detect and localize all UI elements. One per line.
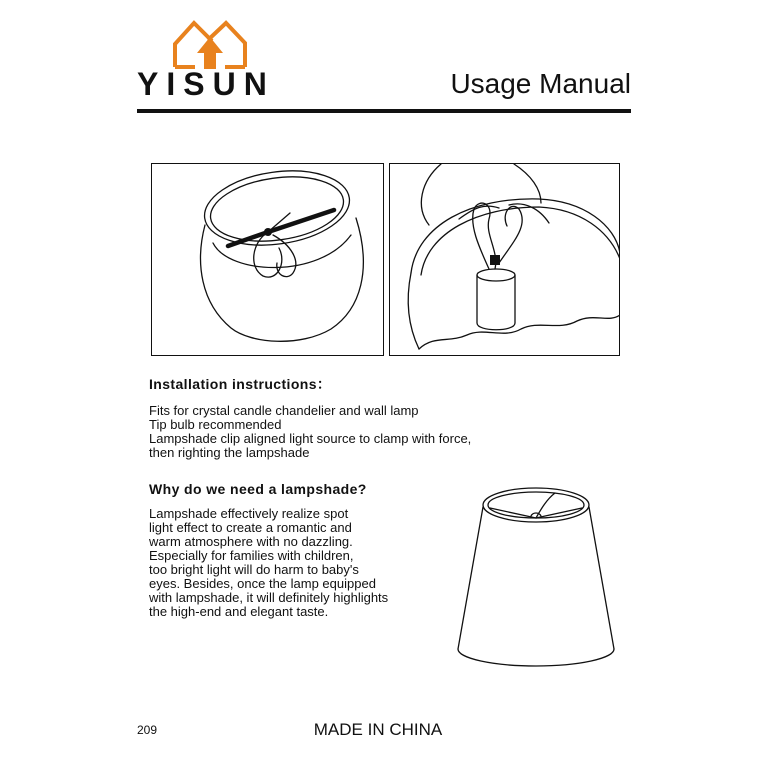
header-divider (137, 109, 631, 113)
page-title: Usage Manual (450, 68, 631, 99)
page-number: 209 (137, 723, 158, 737)
shade-right-side (589, 507, 614, 649)
installation-line: Tip bulb recommended (149, 417, 282, 432)
why-heading: Why do we need a lampshade? (149, 481, 367, 497)
why-line: warm atmosphere with no dazzling. (149, 534, 353, 549)
why-line: with lampshade, it will definitely highlights (149, 590, 389, 605)
up-arrow-icon (197, 37, 223, 69)
spider-hub (531, 513, 541, 516)
lampshade-drawing (455, 483, 617, 669)
house-arrow-logo-icon (170, 17, 250, 71)
origin-label: MADE IN CHINA (313, 720, 443, 739)
why-text (149, 507, 388, 619)
figure-clip-attached (151, 163, 384, 356)
bulb-hub (490, 255, 500, 265)
why-line: Lampshade effectively realize spot (149, 506, 349, 521)
clip-hub (264, 228, 272, 236)
why-line: Especially for families with children, (149, 548, 354, 563)
why-line: eyes. Besides, once the lamp equipped (149, 576, 376, 591)
shade-left-side (458, 507, 483, 649)
shade-top-rim-inner (488, 492, 584, 518)
why-line: too bright light will do harm to baby's (149, 562, 359, 577)
why-line: the high-end and elegant taste. (149, 604, 329, 619)
figure-bulb-inside (389, 163, 620, 356)
brand-name: YISUN (137, 66, 275, 102)
installation-line: Lampshade clip aligned light source to clamp with force, (149, 431, 472, 446)
installation-heading: Installation instructions： (149, 376, 332, 392)
why-line: light effect to create a romantic and (149, 520, 352, 535)
installation-line: Fits for crystal candle chandelier and wall lamp (149, 403, 419, 418)
figure-frame (152, 164, 384, 356)
installation-text (149, 404, 471, 460)
figure-frame (390, 164, 620, 356)
shade-bottom-rim (458, 649, 614, 666)
installation-line: then righting the lampshade (149, 445, 310, 460)
